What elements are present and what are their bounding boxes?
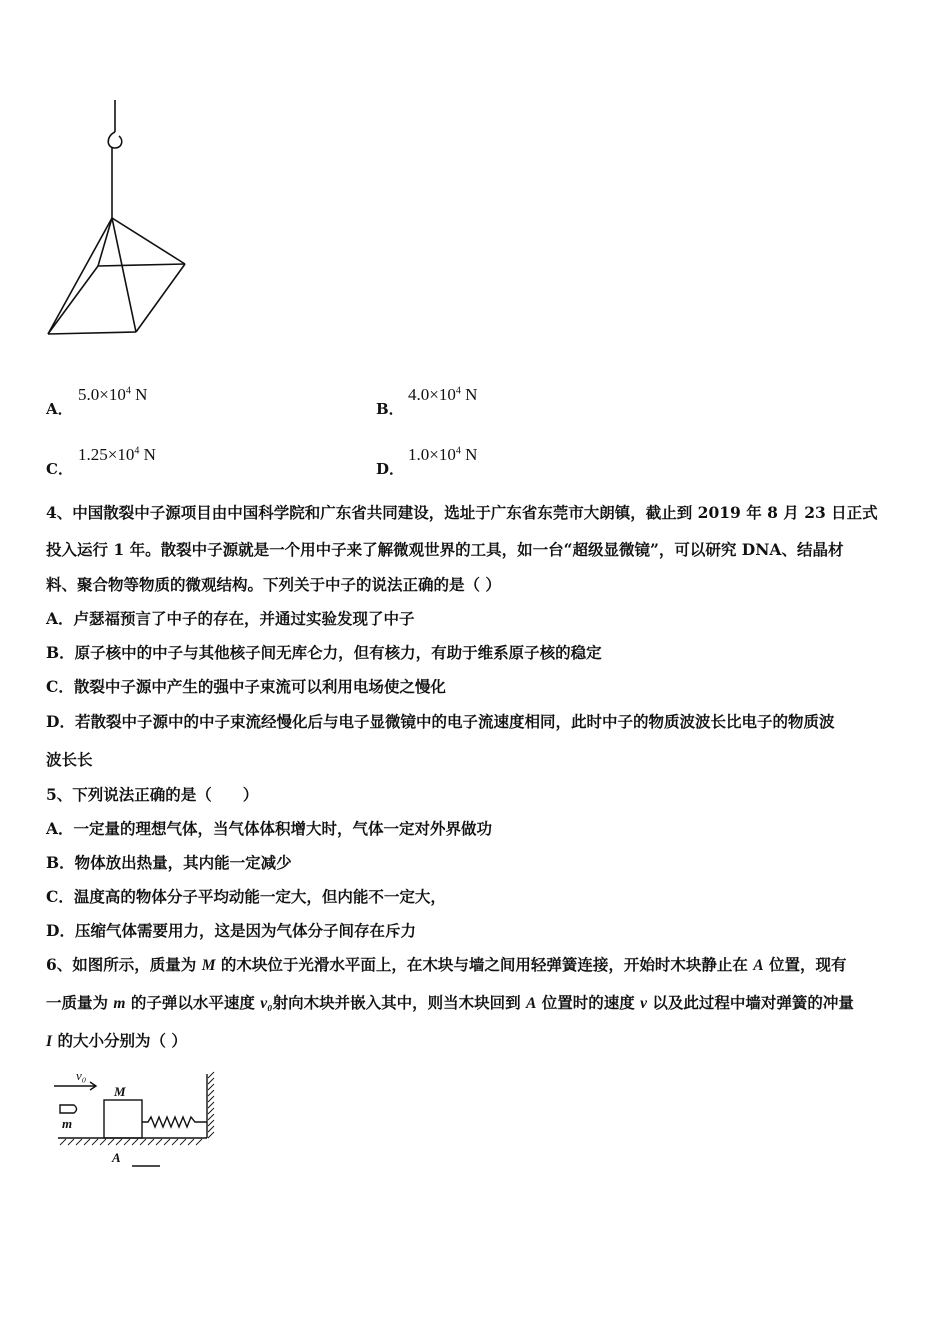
q5-stem: 5、下列说法正确的是（ ） <box>46 785 259 804</box>
q4-option-c: C．散裂中子源中产生的强中子束流可以利用电场使之慢化 <box>46 677 446 696</box>
label-v0: v₀ <box>76 1068 87 1083</box>
option-value: $1.25\times 10^4$ N <box>78 445 156 464</box>
label-m: m <box>62 1116 73 1131</box>
option-label: A． <box>46 400 73 418</box>
option-value: $4.0\times 10^4$ N <box>408 385 478 404</box>
q4-option-d-cont: 波长长 <box>46 750 93 769</box>
q6-stem-line-1: 6、如图所示，质量为 M 的木块位于光滑水平面上，在木块与墙之间用轻弹簧连接，开始时木块静止在 A 位置，现有 <box>46 955 847 974</box>
question-4 <box>46 494 908 780</box>
q3-option-d <box>376 445 676 485</box>
q5-option-a: A．一定量的理想气体，当气体体积增大时，气体一定对外界做功 <box>46 819 493 838</box>
option-label: D． <box>376 460 405 478</box>
label-A: A <box>112 1150 121 1165</box>
option-value: $1.0\times 10^4$ N <box>408 445 478 464</box>
q3-option-c <box>46 445 346 485</box>
label-M: M <box>114 1084 126 1099</box>
pyramid-hook-figure <box>40 98 190 343</box>
q3-option-b <box>376 385 676 425</box>
spring-block-figure <box>50 1066 225 1170</box>
q4-option-a: A．卢瑟福预言了中子的存在，并通过实验发现了中子 <box>46 609 415 628</box>
option-label: B． <box>376 400 404 418</box>
q4-stem-line: 投入运行 1 年。散裂中子源就是一个用中子来了解微观世界的工具，如一台“超级显微镜”，可以研究 DNA、结晶材 <box>46 540 844 559</box>
q3-option-a <box>46 385 346 425</box>
q5-option-b: B．物体放出热量，其内能一定减少 <box>46 853 292 872</box>
q6-stem-line-2: 一质量为 m 的子弹以水平速度 v₀射向木块并嵌入其中，则当木块回到 A 位置时的速度 v 以及此过程中墙对弹簧的冲量 <box>46 993 854 1012</box>
question-6 <box>46 946 908 1060</box>
q4-stem-line: 4、中国散裂中子源项目由中国科学院和广东省共同建设，选址于广东省东莞市大朗镇，截止到 2019 年 8 月 23 日正式 <box>46 503 878 522</box>
question-5 <box>46 778 908 948</box>
q6-stem-line-3: I 的大小分别为（ ） <box>46 1031 187 1050</box>
q4-stem-line: 料、聚合物等物质的微观结构。下列关于中子的说法正确的是（ ） <box>46 575 501 594</box>
q5-option-d: D．压缩气体需要用力，这是因为气体分子间存在斥力 <box>46 921 416 940</box>
q4-option-b: B．原子核中的中子与其他核子间无库仑力，但有核力，有助于维系原子核的稳定 <box>46 643 602 662</box>
q4-option-d: D．若散裂中子源中的中子束流经慢化后与电子显微镜中的电子流速度相同，此时中子的物质波波长比电子的物质波 <box>46 712 835 731</box>
option-value: $5.0\times 10^4$ N <box>78 385 148 404</box>
option-label: C． <box>46 460 73 478</box>
q5-option-c: C．温度高的物体分子平均动能一定大，但内能不一定大， <box>46 887 446 906</box>
